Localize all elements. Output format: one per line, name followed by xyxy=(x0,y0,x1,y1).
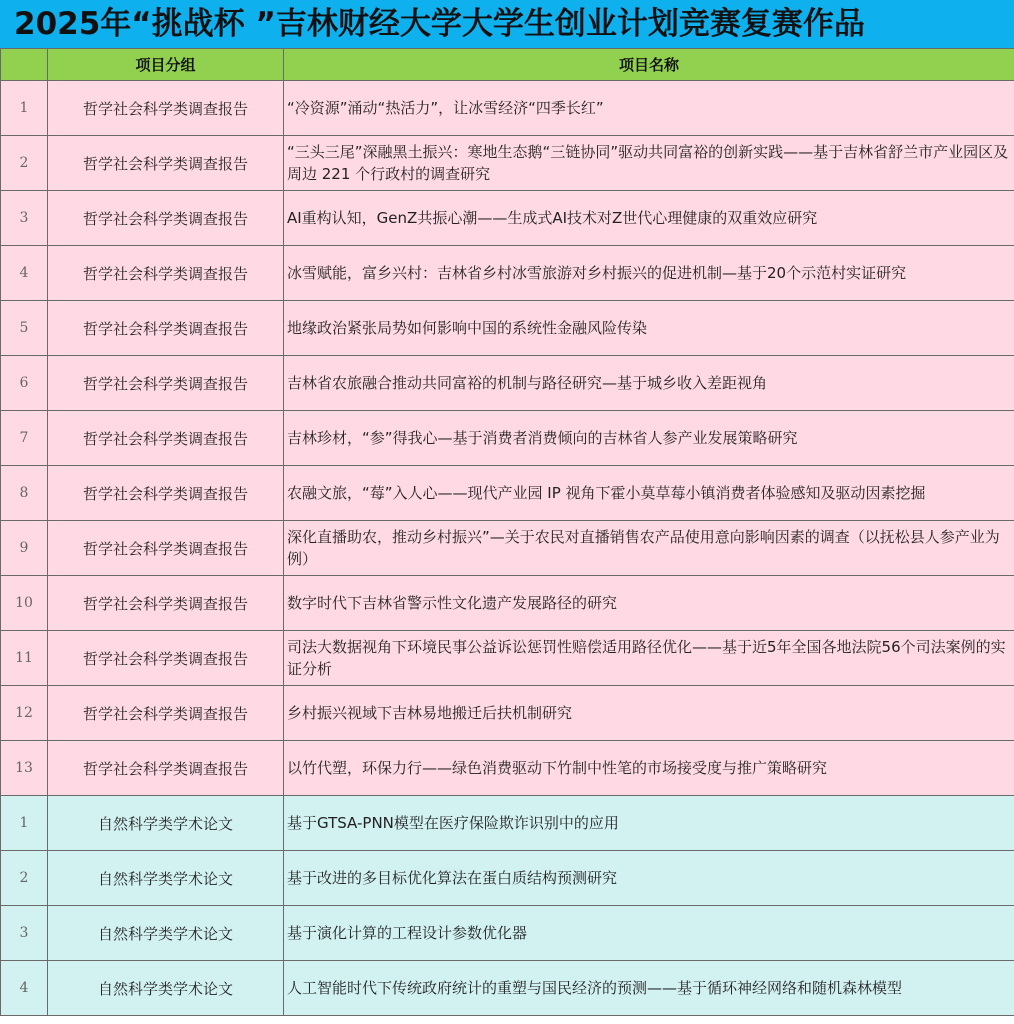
row-project-name: 基于改进的多目标优化算法在蛋白质结构预测研究 xyxy=(284,851,1014,906)
row-number: 3 xyxy=(1,191,48,246)
table-row xyxy=(1,741,1014,796)
row-number: 5 xyxy=(1,301,48,356)
row-project-name: 司法大数据视角下环境民事公益诉讼惩罚性赔偿适用路径优化——基于近5年全国各地法院56个司法案例的实证分析 xyxy=(284,631,1014,686)
table-row xyxy=(1,961,1014,1016)
table-row xyxy=(1,466,1014,521)
row-project-name: 农融文旅，“莓”入人心——现代产业园 IP 视角下霍小莫草莓小镇消费者体验感知及驱动因素挖掘 xyxy=(284,466,1014,521)
row-project-name: 地缘政治紧张局势如何影响中国的系统性金融风险传染 xyxy=(284,301,1014,356)
row-group: 哲学社会科学类调查报告 xyxy=(48,631,284,686)
table-row xyxy=(1,576,1014,631)
row-group: 哲学社会科学类调查报告 xyxy=(48,741,284,796)
table-row xyxy=(1,81,1014,136)
row-number: 2 xyxy=(1,851,48,906)
row-group: 哲学社会科学类调查报告 xyxy=(48,521,284,576)
table-row xyxy=(1,191,1014,246)
row-number: 2 xyxy=(1,136,48,191)
table-row xyxy=(1,851,1014,906)
row-number: 1 xyxy=(1,81,48,136)
row-project-name: 吉林珍材，“参”得我心—基于消费者消费倾向的吉林省人参产业发展策略研究 xyxy=(284,411,1014,466)
row-group: 哲学社会科学类调查报告 xyxy=(48,686,284,741)
table-header-row xyxy=(1,49,1014,81)
row-project-name: AI重构认知，GenZ共振心潮——生成式AI技术对Z世代心理健康的双重效应研究 xyxy=(284,191,1014,246)
row-group: 自然科学类学术论文 xyxy=(48,906,284,961)
row-group: 哲学社会科学类调查报告 xyxy=(48,246,284,301)
row-project-name: 以竹代塑，环保力行——绿色消费驱动下竹制中性笔的市场接受度与推广策略研究 xyxy=(284,741,1014,796)
row-number: 10 xyxy=(1,576,48,631)
row-number: 7 xyxy=(1,411,48,466)
table-row xyxy=(1,356,1014,411)
row-number: 4 xyxy=(1,961,48,1016)
header-index-cell xyxy=(1,49,48,81)
table-row xyxy=(1,301,1014,356)
row-project-name: “冷资源”涌动“热活力”，让冰雪经济“四季长红” xyxy=(284,81,1014,136)
row-group: 哲学社会科学类调查报告 xyxy=(48,356,284,411)
row-group: 哲学社会科学类调查报告 xyxy=(48,576,284,631)
row-project-name: 基于GTSA-PNN模型在医疗保险欺诈识别中的应用 xyxy=(284,796,1014,851)
row-number: 1 xyxy=(1,796,48,851)
row-number: 6 xyxy=(1,356,48,411)
row-number: 12 xyxy=(1,686,48,741)
table-row xyxy=(1,136,1014,191)
row-number: 11 xyxy=(1,631,48,686)
row-number: 9 xyxy=(1,521,48,576)
row-group: 哲学社会科学类调查报告 xyxy=(48,81,284,136)
row-group: 哲学社会科学类调查报告 xyxy=(48,301,284,356)
row-number: 4 xyxy=(1,246,48,301)
table-row xyxy=(1,631,1014,686)
table-row xyxy=(1,411,1014,466)
row-project-name: 基于演化计算的工程设计参数优化器 xyxy=(284,906,1014,961)
row-number: 13 xyxy=(1,741,48,796)
row-number: 3 xyxy=(1,906,48,961)
row-project-name: 乡村振兴视域下吉林易地搬迁后扶机制研究 xyxy=(284,686,1014,741)
table-row xyxy=(1,686,1014,741)
row-project-name: 数字时代下吉林省警示性文化遗产发展路径的研究 xyxy=(284,576,1014,631)
table-row xyxy=(1,796,1014,851)
header-group-cell: 项目分组 xyxy=(48,49,284,81)
row-group: 哲学社会科学类调查报告 xyxy=(48,466,284,521)
table-row xyxy=(1,246,1014,301)
row-project-name: “三头三尾”深融黑土振兴：寒地生态鹅“三链协同”驱动共同富裕的创新实践——基于吉林省舒兰市产业园区及周边 221 个行政村的调查研究 xyxy=(284,136,1014,191)
table-row xyxy=(1,521,1014,576)
row-group: 自然科学类学术论文 xyxy=(48,796,284,851)
row-project-name: 人工智能时代下传统政府统计的重塑与国民经济的预测——基于循环神经网络和随机森林模型 xyxy=(284,961,1014,1016)
row-group: 哲学社会科学类调查报告 xyxy=(48,411,284,466)
row-project-name: 深化直播助农，推动乡村振兴”—关于农民对直播销售农产品使用意向影响因素的调查（以抚松县人参产业为例） xyxy=(284,521,1014,576)
row-project-name: 冰雪赋能，富乡兴村：吉林省乡村冰雪旅游对乡村振兴的促进机制—基于20个示范村实证研究 xyxy=(284,246,1014,301)
row-number: 8 xyxy=(1,466,48,521)
row-group: 自然科学类学术论文 xyxy=(48,961,284,1016)
table-row xyxy=(1,906,1014,961)
row-group: 哲学社会科学类调查报告 xyxy=(48,191,284,246)
header-name-cell: 项目名称 xyxy=(284,49,1014,81)
row-group: 哲学社会科学类调查报告 xyxy=(48,136,284,191)
page-title: 2025年“挑战杯 ”吉林财经大学大学生创业计划竞赛复赛作品 xyxy=(0,0,1014,48)
row-group: 自然科学类学术论文 xyxy=(48,851,284,906)
row-project-name: 吉林省农旅融合推动共同富裕的机制与路径研究—基于城乡收入差距视角 xyxy=(284,356,1014,411)
project-table xyxy=(0,48,1014,1016)
